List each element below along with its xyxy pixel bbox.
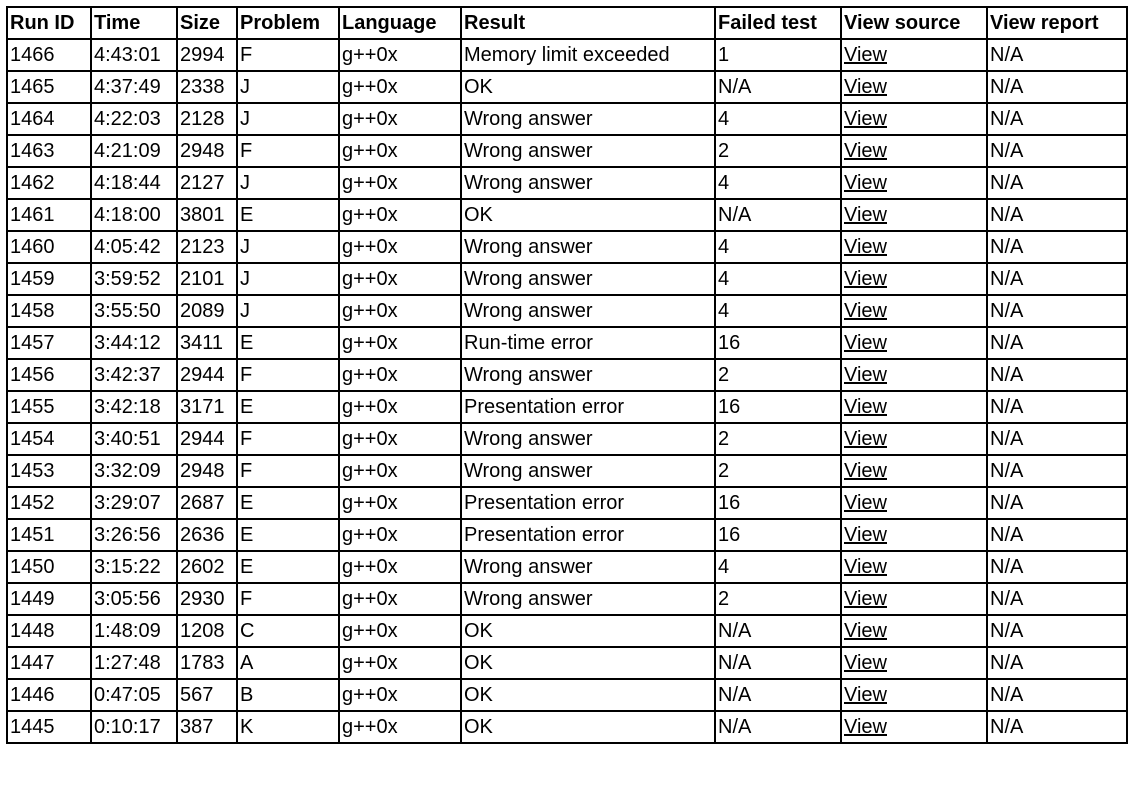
view-source-link[interactable]: View	[844, 44, 887, 66]
cell-result: Wrong answer	[461, 135, 715, 167]
table-row	[7, 583, 1127, 615]
cell-size: 3411	[177, 327, 237, 359]
cell-run-id: 1453	[7, 455, 91, 487]
cell-failed-test: N/A	[715, 679, 841, 711]
cell-problem: F	[237, 359, 339, 391]
cell-result: Wrong answer	[461, 167, 715, 199]
cell-failed-test: 4	[715, 103, 841, 135]
table-row	[7, 551, 1127, 583]
cell-language: g++0x	[339, 135, 461, 167]
cell-size: 2687	[177, 487, 237, 519]
cell-size: 387	[177, 711, 237, 743]
cell-result: Presentation error	[461, 391, 715, 423]
cell-view-source	[841, 295, 987, 327]
cell-failed-test: 16	[715, 519, 841, 551]
header-size: Size	[177, 7, 237, 39]
cell-time: 3:32:09	[91, 455, 177, 487]
table-row	[7, 199, 1127, 231]
view-source-link[interactable]: View	[844, 620, 887, 642]
header-view-source: View source	[841, 7, 987, 39]
view-source-link[interactable]: View	[844, 652, 887, 674]
cell-result: OK	[461, 71, 715, 103]
view-source-link[interactable]: View	[844, 76, 887, 98]
cell-size: 567	[177, 679, 237, 711]
cell-language: g++0x	[339, 103, 461, 135]
cell-run-id: 1460	[7, 231, 91, 263]
view-source-link[interactable]: View	[844, 300, 887, 322]
cell-result: OK	[461, 615, 715, 647]
cell-size: 2944	[177, 423, 237, 455]
cell-time: 1:27:48	[91, 647, 177, 679]
cell-problem: F	[237, 583, 339, 615]
cell-result: Wrong answer	[461, 551, 715, 583]
view-source-link[interactable]: View	[844, 588, 887, 610]
cell-view-report: N/A	[987, 423, 1127, 455]
view-source-link[interactable]: View	[844, 268, 887, 290]
cell-run-id: 1445	[7, 711, 91, 743]
cell-result: Wrong answer	[461, 423, 715, 455]
cell-failed-test: 2	[715, 135, 841, 167]
cell-language: g++0x	[339, 647, 461, 679]
cell-time: 3:05:56	[91, 583, 177, 615]
cell-view-source	[841, 39, 987, 71]
cell-time: 0:10:17	[91, 711, 177, 743]
cell-failed-test: N/A	[715, 647, 841, 679]
cell-language: g++0x	[339, 615, 461, 647]
cell-size: 3171	[177, 391, 237, 423]
cell-view-source	[841, 103, 987, 135]
cell-size: 2930	[177, 583, 237, 615]
view-source-link[interactable]: View	[844, 140, 887, 162]
cell-run-id: 1446	[7, 679, 91, 711]
cell-result: Wrong answer	[461, 231, 715, 263]
cell-run-id: 1449	[7, 583, 91, 615]
cell-time: 4:05:42	[91, 231, 177, 263]
cell-language: g++0x	[339, 487, 461, 519]
cell-failed-test: 2	[715, 359, 841, 391]
table-row	[7, 295, 1127, 327]
cell-time: 3:42:18	[91, 391, 177, 423]
cell-run-id: 1452	[7, 487, 91, 519]
cell-problem: B	[237, 679, 339, 711]
cell-result: OK	[461, 199, 715, 231]
cell-size: 2944	[177, 359, 237, 391]
cell-view-source	[841, 359, 987, 391]
cell-view-report: N/A	[987, 519, 1127, 551]
cell-run-id: 1448	[7, 615, 91, 647]
cell-result: Presentation error	[461, 519, 715, 551]
cell-view-source	[841, 263, 987, 295]
cell-time: 1:48:09	[91, 615, 177, 647]
table-row	[7, 135, 1127, 167]
cell-view-source	[841, 551, 987, 583]
cell-view-report: N/A	[987, 711, 1127, 743]
cell-failed-test: N/A	[715, 615, 841, 647]
table-body	[7, 39, 1127, 743]
cell-view-report: N/A	[987, 359, 1127, 391]
cell-problem: J	[237, 103, 339, 135]
cell-failed-test: 4	[715, 231, 841, 263]
table-row	[7, 71, 1127, 103]
cell-problem: A	[237, 647, 339, 679]
table-row	[7, 103, 1127, 135]
cell-result: Wrong answer	[461, 263, 715, 295]
cell-view-source	[841, 711, 987, 743]
view-source-link[interactable]: View	[844, 428, 887, 450]
cell-run-id: 1457	[7, 327, 91, 359]
cell-size: 3801	[177, 199, 237, 231]
view-source-link[interactable]: View	[844, 524, 887, 546]
cell-problem: E	[237, 391, 339, 423]
table-row	[7, 167, 1127, 199]
header-time: Time	[91, 7, 177, 39]
cell-result: Wrong answer	[461, 455, 715, 487]
cell-problem: E	[237, 487, 339, 519]
cell-problem: E	[237, 551, 339, 583]
cell-result: OK	[461, 647, 715, 679]
cell-view-report: N/A	[987, 327, 1127, 359]
cell-run-id: 1462	[7, 167, 91, 199]
cell-result: Run-time error	[461, 327, 715, 359]
cell-view-report: N/A	[987, 39, 1127, 71]
cell-view-source	[841, 423, 987, 455]
cell-view-source	[841, 679, 987, 711]
header-view-report: View report	[987, 7, 1127, 39]
cell-language: g++0x	[339, 199, 461, 231]
cell-failed-test: 1	[715, 39, 841, 71]
table-row	[7, 423, 1127, 455]
cell-view-report: N/A	[987, 199, 1127, 231]
cell-size: 2948	[177, 455, 237, 487]
table-row	[7, 327, 1127, 359]
cell-view-source	[841, 199, 987, 231]
cell-size: 2636	[177, 519, 237, 551]
cell-view-report: N/A	[987, 615, 1127, 647]
view-source-link[interactable]: View	[844, 716, 887, 738]
cell-language: g++0x	[339, 423, 461, 455]
cell-time: 4:21:09	[91, 135, 177, 167]
cell-view-report: N/A	[987, 103, 1127, 135]
cell-view-source	[841, 487, 987, 519]
header-row	[7, 7, 1127, 39]
table-row	[7, 391, 1127, 423]
table-row	[7, 455, 1127, 487]
cell-failed-test: N/A	[715, 199, 841, 231]
runs-table	[6, 6, 1128, 744]
cell-problem: E	[237, 519, 339, 551]
table-row	[7, 487, 1127, 519]
cell-size: 2128	[177, 103, 237, 135]
cell-failed-test: 4	[715, 167, 841, 199]
cell-view-report: N/A	[987, 231, 1127, 263]
cell-time: 3:44:12	[91, 327, 177, 359]
cell-time: 3:59:52	[91, 263, 177, 295]
cell-view-source	[841, 647, 987, 679]
cell-view-report: N/A	[987, 295, 1127, 327]
view-source-link[interactable]: View	[844, 108, 887, 130]
cell-problem: E	[237, 327, 339, 359]
cell-language: g++0x	[339, 39, 461, 71]
cell-language: g++0x	[339, 263, 461, 295]
cell-language: g++0x	[339, 167, 461, 199]
cell-result: Memory limit exceeded	[461, 39, 715, 71]
cell-problem: E	[237, 199, 339, 231]
cell-language: g++0x	[339, 71, 461, 103]
cell-view-source	[841, 71, 987, 103]
cell-run-id: 1451	[7, 519, 91, 551]
view-source-link[interactable]: View	[844, 684, 887, 706]
cell-run-id: 1447	[7, 647, 91, 679]
view-source-link[interactable]: View	[844, 364, 887, 386]
cell-time: 0:47:05	[91, 679, 177, 711]
cell-size: 2089	[177, 295, 237, 327]
cell-problem: K	[237, 711, 339, 743]
cell-failed-test: 16	[715, 487, 841, 519]
cell-view-source	[841, 231, 987, 263]
cell-result: OK	[461, 711, 715, 743]
cell-size: 2338	[177, 71, 237, 103]
cell-view-source	[841, 391, 987, 423]
cell-problem: J	[237, 71, 339, 103]
cell-size: 2127	[177, 167, 237, 199]
cell-language: g++0x	[339, 327, 461, 359]
cell-view-report: N/A	[987, 679, 1127, 711]
cell-view-report: N/A	[987, 487, 1127, 519]
cell-result: Wrong answer	[461, 295, 715, 327]
cell-view-source	[841, 455, 987, 487]
cell-language: g++0x	[339, 455, 461, 487]
cell-view-report: N/A	[987, 551, 1127, 583]
cell-size: 2101	[177, 263, 237, 295]
cell-time: 3:55:50	[91, 295, 177, 327]
table-row	[7, 263, 1127, 295]
cell-time: 4:43:01	[91, 39, 177, 71]
cell-failed-test: 2	[715, 583, 841, 615]
cell-language: g++0x	[339, 711, 461, 743]
cell-view-report: N/A	[987, 71, 1127, 103]
cell-failed-test: 4	[715, 295, 841, 327]
cell-failed-test: 2	[715, 423, 841, 455]
cell-failed-test: 16	[715, 327, 841, 359]
cell-size: 2123	[177, 231, 237, 263]
cell-view-report: N/A	[987, 455, 1127, 487]
cell-failed-test: 4	[715, 551, 841, 583]
cell-time: 4:22:03	[91, 103, 177, 135]
cell-run-id: 1459	[7, 263, 91, 295]
table-row	[7, 231, 1127, 263]
cell-time: 3:42:37	[91, 359, 177, 391]
cell-view-report: N/A	[987, 391, 1127, 423]
cell-language: g++0x	[339, 391, 461, 423]
cell-run-id: 1465	[7, 71, 91, 103]
cell-result: Wrong answer	[461, 583, 715, 615]
view-source-link[interactable]: View	[844, 492, 887, 514]
cell-view-report: N/A	[987, 583, 1127, 615]
header-run-id: Run ID	[7, 7, 91, 39]
cell-problem: F	[237, 455, 339, 487]
table-row	[7, 711, 1127, 743]
cell-view-source	[841, 615, 987, 647]
cell-view-source	[841, 135, 987, 167]
table-row	[7, 359, 1127, 391]
cell-time: 4:37:49	[91, 71, 177, 103]
cell-problem: C	[237, 615, 339, 647]
cell-run-id: 1463	[7, 135, 91, 167]
cell-run-id: 1464	[7, 103, 91, 135]
header-result: Result	[461, 7, 715, 39]
cell-language: g++0x	[339, 679, 461, 711]
cell-run-id: 1466	[7, 39, 91, 71]
cell-run-id: 1458	[7, 295, 91, 327]
cell-run-id: 1461	[7, 199, 91, 231]
cell-time: 3:40:51	[91, 423, 177, 455]
table-row	[7, 519, 1127, 551]
cell-failed-test: N/A	[715, 711, 841, 743]
cell-failed-test: N/A	[715, 71, 841, 103]
view-source-link[interactable]: View	[844, 460, 887, 482]
cell-problem: J	[237, 263, 339, 295]
view-source-link[interactable]: View	[844, 236, 887, 258]
cell-language: g++0x	[339, 359, 461, 391]
cell-size: 2602	[177, 551, 237, 583]
cell-failed-test: 2	[715, 455, 841, 487]
cell-problem: J	[237, 231, 339, 263]
cell-result: Wrong answer	[461, 359, 715, 391]
table-row	[7, 647, 1127, 679]
view-source-link[interactable]: View	[844, 332, 887, 354]
view-source-link[interactable]: View	[844, 172, 887, 194]
cell-problem: J	[237, 167, 339, 199]
cell-view-source	[841, 519, 987, 551]
cell-problem: F	[237, 423, 339, 455]
cell-time: 3:26:56	[91, 519, 177, 551]
cell-time: 4:18:00	[91, 199, 177, 231]
table-header	[7, 7, 1127, 39]
cell-failed-test: 4	[715, 263, 841, 295]
cell-time: 3:15:22	[91, 551, 177, 583]
cell-view-source	[841, 583, 987, 615]
header-language: Language	[339, 7, 461, 39]
cell-size: 2948	[177, 135, 237, 167]
cell-time: 3:29:07	[91, 487, 177, 519]
cell-failed-test: 16	[715, 391, 841, 423]
view-source-link[interactable]: View	[844, 396, 887, 418]
cell-view-report: N/A	[987, 135, 1127, 167]
table-row	[7, 39, 1127, 71]
cell-view-report: N/A	[987, 167, 1127, 199]
cell-language: g++0x	[339, 295, 461, 327]
table-row	[7, 679, 1127, 711]
cell-run-id: 1456	[7, 359, 91, 391]
cell-problem: J	[237, 295, 339, 327]
cell-language: g++0x	[339, 551, 461, 583]
cell-time: 4:18:44	[91, 167, 177, 199]
cell-size: 1783	[177, 647, 237, 679]
header-problem: Problem	[237, 7, 339, 39]
cell-view-source	[841, 327, 987, 359]
cell-size: 2994	[177, 39, 237, 71]
cell-view-report: N/A	[987, 647, 1127, 679]
view-source-link[interactable]: View	[844, 556, 887, 578]
table-row	[7, 615, 1127, 647]
cell-problem: F	[237, 39, 339, 71]
header-failed-test: Failed test	[715, 7, 841, 39]
cell-result: Presentation error	[461, 487, 715, 519]
cell-run-id: 1454	[7, 423, 91, 455]
cell-language: g++0x	[339, 231, 461, 263]
cell-view-source	[841, 167, 987, 199]
cell-view-report: N/A	[987, 263, 1127, 295]
view-source-link[interactable]: View	[844, 204, 887, 226]
cell-run-id: 1450	[7, 551, 91, 583]
cell-run-id: 1455	[7, 391, 91, 423]
cell-problem: F	[237, 135, 339, 167]
cell-result: OK	[461, 679, 715, 711]
cell-language: g++0x	[339, 519, 461, 551]
cell-language: g++0x	[339, 583, 461, 615]
cell-size: 1208	[177, 615, 237, 647]
cell-result: Wrong answer	[461, 103, 715, 135]
